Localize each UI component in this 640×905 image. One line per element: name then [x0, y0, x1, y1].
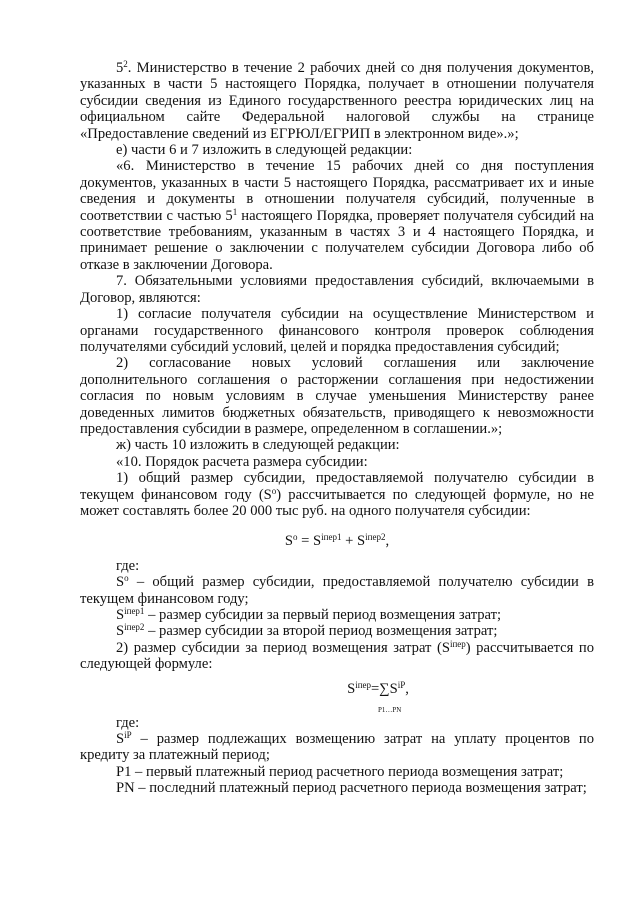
definition-pn — [80, 780, 594, 796]
text: ) рассчитывается по следующей формуле: — [80, 639, 595, 673]
text: настоящего Порядка, проверяет получателя субсидий на соответствие требованиям, указанным в частях 3 и 4 настоящего Порядка, и принимает решение о заключении с получателем субсидии Договора либо об отказе в заключении Договора. — [80, 207, 594, 273]
text: где: — [116, 714, 140, 731]
text: . Министерство в течение 2 рабочих дней со дня получения документов, указанных в части 5 настоящего Порядка, получает в отношении получателя субсидии сведения из Единого государственного реестра юридических лиц на официальном сайте Федеральной налоговой службы на странице «Предоставление сведений из ЕГРЮЛ/ЕГРИП в электронном виде».»; — [80, 60, 594, 142]
formula-part: S — [347, 680, 356, 697]
superscript: о — [293, 532, 298, 543]
text: ) рассчитывается по следующей формуле, но не может составлять более 20 000 тыс руб. на одного получателя субсидии: — [80, 486, 594, 519]
formula-part: , — [405, 680, 409, 697]
text: 2) размер субсидии за период возмещения затрат (S — [116, 639, 450, 656]
paragraph-e — [80, 142, 594, 158]
definition-s-ip — [80, 731, 594, 764]
superscript: iпер — [355, 679, 371, 690]
formula-part: =∑S — [371, 680, 398, 697]
text: – общий размер субсидии, предоставляемой получателю субсидии в текущем финансовом году; — [80, 574, 594, 607]
paragraph-zh — [80, 437, 594, 453]
superscript: iпер1 — [321, 532, 342, 543]
formula-part: , — [385, 533, 390, 550]
text: «10. Порядок расчета размера субсидии: — [116, 453, 368, 470]
formula-part: = S — [297, 533, 322, 550]
definition-s-iper1 — [80, 607, 594, 623]
superscript: 1 — [232, 206, 238, 217]
sum-limits: P1…PN — [378, 705, 402, 714]
definition-p1 — [80, 764, 594, 780]
text: где: — [116, 557, 140, 574]
where-label — [80, 558, 594, 574]
paragraph-10 — [80, 454, 594, 470]
superscript: iP — [397, 679, 406, 690]
paragraph-10-2 — [80, 640, 594, 673]
paragraph-7 — [80, 273, 594, 306]
text: 5 — [116, 60, 124, 76]
superscript: о — [124, 573, 129, 584]
text: – размер субсидии за первый период возмещения затрат; — [144, 607, 502, 623]
text: 1) общий размер субсидии, предоставляемой получателю субсидии в текущем финансовом году (S — [80, 470, 594, 503]
superscript: iпер2 — [124, 622, 145, 633]
formula-total-subsidy — [80, 533, 594, 549]
superscript: iP — [124, 730, 132, 741]
text: PN – последний платежный период расчетного периода возмещения затрат; — [116, 780, 587, 797]
superscript: iпер1 — [124, 606, 145, 616]
document-body — [80, 60, 594, 797]
text: P1 – первый платежный период расчетного периода возмещения затрат; — [116, 763, 564, 780]
text: 1) согласие получателя субсидии на осуществление Министерством и органами государственного финансового контроля проверок соблюдения получателями субсидий условий, целей и порядка предоставления субсидий; — [80, 306, 594, 355]
superscript: iпер2 — [365, 532, 386, 543]
text: S — [116, 623, 125, 640]
text: 7. Обязательными условиями предоставления субсидий, включаемыми в Договор, являются: — [80, 273, 594, 306]
formula-part: + S — [341, 533, 366, 550]
text: S — [116, 574, 125, 591]
paragraph-7-2 — [80, 355, 594, 437]
where-label-2 — [80, 715, 594, 731]
definition-s-o — [80, 574, 594, 607]
definition-s-iper2 — [80, 623, 594, 639]
superscript: о — [271, 485, 277, 496]
formula-period-subsidy — [80, 681, 594, 715]
formula-part: S — [284, 533, 294, 550]
paragraph-10-1 — [80, 470, 594, 519]
text: – размер подлежащих возмещению затрат на уплату процентов по кредиту за платежный период; — [80, 731, 594, 764]
text: ж) часть 10 изложить в следующей редакции: — [116, 437, 400, 454]
paragraph-5-2 — [80, 60, 594, 142]
paragraph-7-1 — [80, 306, 594, 355]
text: – размер субсидии за второй период возмещения затрат; — [144, 623, 498, 640]
paragraph-6 — [80, 158, 594, 273]
formula-sum — [318, 681, 438, 715]
text: е) части 6 и 7 изложить в следующей редакции: — [116, 142, 413, 159]
superscript: 2 — [123, 59, 128, 69]
text: S — [116, 607, 125, 623]
text: «6. Министерство в течение 15 рабочих дней со дня поступления документов, указанных в части 5 настоящего Порядка, рассматривает их и иные сведения и документы в отношении получателя субсидий, полученные в соответствии с частью 5 — [80, 158, 594, 224]
superscript: iпер — [449, 638, 466, 649]
text: S — [116, 731, 125, 748]
text: 2) согласование новых условий соглашения или заключение дополнительного соглашения о расторжении соглашения при недостижении согласия по новым условиям в случае уменьшения Министерству ранее доведенных лимитов бюджетных обязательств, приводящего к невозможности предоставления субсидии в размере, определенном в соглашении.»; — [80, 355, 594, 437]
